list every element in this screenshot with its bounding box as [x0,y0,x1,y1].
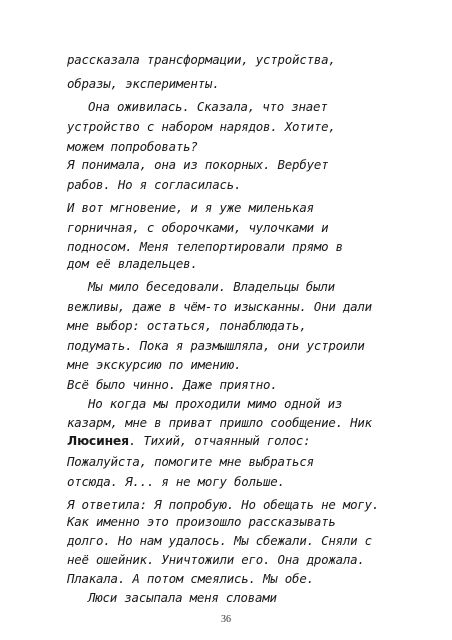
text-line: подумать. Пока я размышляла, они устроили [67,338,365,353]
text-line: Люси засыпала меня словами [88,590,277,605]
text-line: рассказала трансформации, устройства, [67,52,336,67]
text-line: Она оживилась. Сказала, что знает [88,99,328,114]
text-line: Плакала. А потом смеялись. Мы обе. [67,571,314,586]
text-line: Я понимала, она из покорных. Вербует [67,157,329,172]
text-line: устройство с набором нарядов. Хотите, [67,119,336,134]
text-line: образы, эксперименты. [67,76,220,91]
text-line: мне выбор: остаться, понаблюдать, [67,318,307,333]
text-line: неё ошейник. Уничтожили его. Она дрожала. [67,552,365,567]
text-line: долго. Но нам удалось. Мы сбежали. Сняли с [67,533,372,548]
text-line: Как именно это произошло рассказывать [67,514,336,529]
text-line: мне экскурсию по имению. [67,357,242,372]
text-line: И вот мгновение, и я уже миленькая [67,200,314,215]
text-line: дом её владельцев. [67,256,198,271]
text-line: вежливы, даже в чём-то изысканны. Они дали [67,299,372,314]
text-line: Мы мило беседовали. Владельцы были [88,279,335,294]
text-line: Я ответила: Я попробую. Но обещать не могу. [67,497,380,512]
text-line: Но когда мы проходили мимо одной из [88,396,343,411]
page-number: 36 [221,614,231,625]
text-line: рабов. Но я согласилась. [67,177,242,192]
text-line: можем попробовать? [67,139,198,154]
character-name: Люсинея [67,433,129,448]
text-line: Всё было чинно. Даже приятно. [67,377,278,392]
text-line: подносом. Меня телепортировали прямо в [67,239,343,254]
text-line: Пожалуйста, помогите мне выбраться [67,454,314,469]
text-line: горничная, с оборочками, чулочками и [67,220,329,235]
text-line-with-name [67,433,367,449]
text-line-rest: . Тихий, отчаянный голос: [128,433,311,448]
text-line: отсюда. Я... я не могу больше. [67,474,285,489]
text-line: казарм, мне в приват пришло сообщение. Ник [67,415,372,430]
